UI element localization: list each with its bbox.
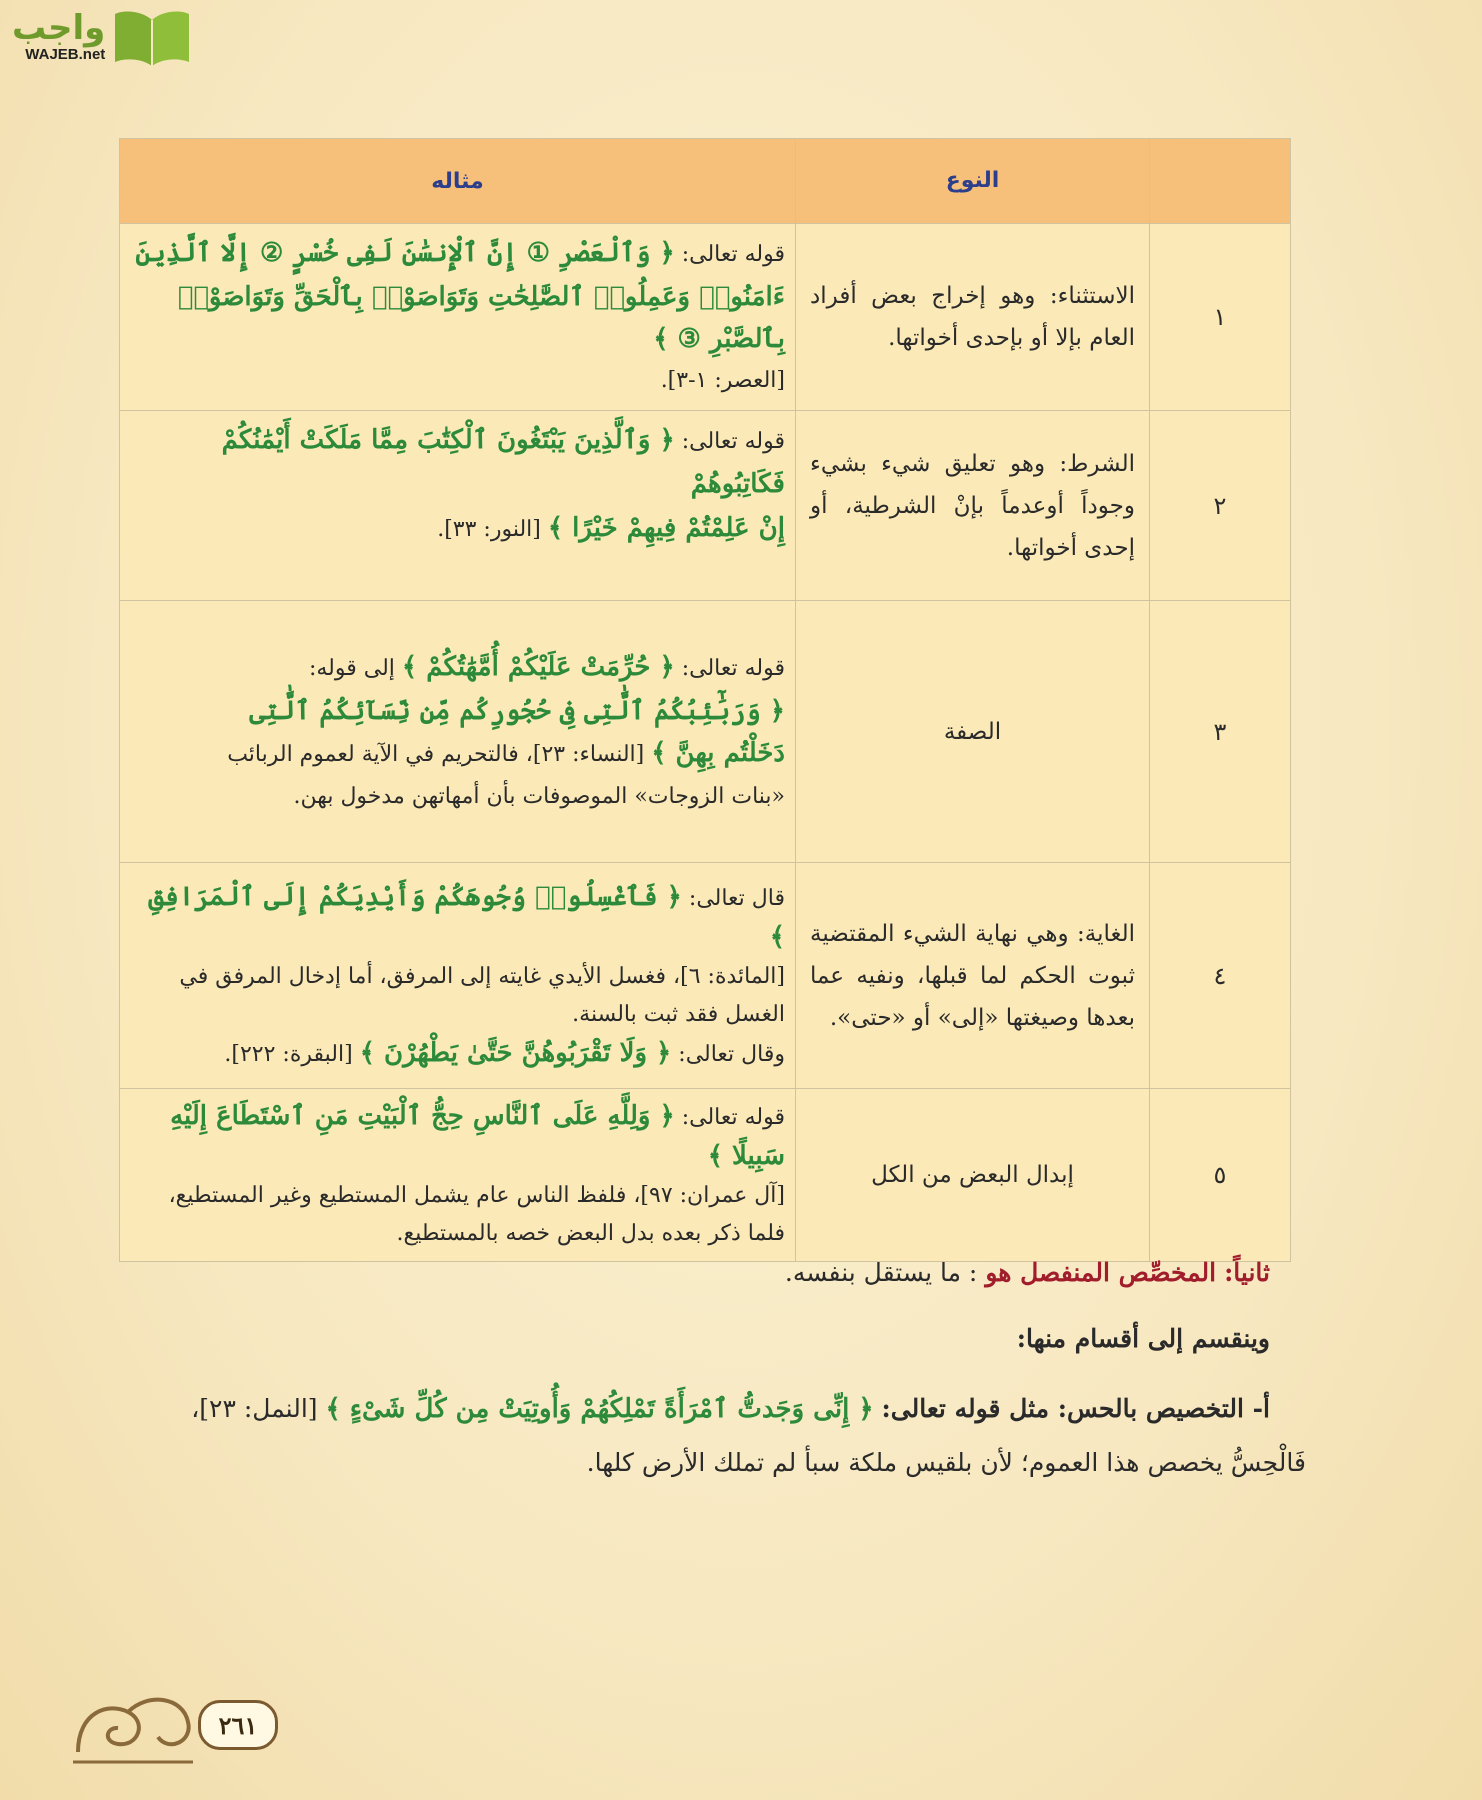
wajeb-logo[interactable] [12,6,191,66]
verse-reference: [المائدة: ٦]، فغسل الأيدي غايته إلى المرفق، أما إدخال المرفق في الغسل فقد ثبت بالسنة. [179,963,785,1027]
row-type: الصفة [796,601,1150,863]
quran-verse: ءَامَنُوا۟ وَعَمِلُوا۟ ٱلصَّٰلِحَٰتِ وَتَوَاصَوْا۟ بِٱلْحَقِّ وَتَوَاصَوْا۟ بِٱلصَّبْرِ ③ ﴾ [177,282,785,354]
table-row [120,224,1291,411]
quran-verse: دَخَلْتُم بِهِنَّ ﴾ [651,737,785,768]
row-example [120,863,796,1089]
book-icon [113,6,191,66]
row-type: الشرط: وهو تعليق شيء بشيء وجوداً أوعدماً بإنْ الشرطية، أو إحدى أخواتها. [796,411,1150,601]
logo-latin: WAJEB.net [25,45,106,63]
logo-arabic: واجب [12,7,106,48]
quran-verse: إِنْ عَلِمْتُمْ فِيهِمْ خَيْرًا ﴾ [547,513,785,543]
verse-reference: [النمل: ٢٣]، [191,1394,318,1423]
row-example [120,224,796,411]
example-intro: قوله تعالى: [681,242,785,267]
example-intro: قوله تعالى: [681,429,785,454]
quran-verse: ﴿ إِنِّى وَجَدتُّ ٱمْرَأَةً تَمْلِكُهُمْ وَأُوتِيَتْ مِن كُلِّ شَىْءٍ ﴾ [325,1394,874,1424]
separate-specifier-definition [785,1258,1270,1287]
table-row [120,411,1291,601]
quran-verse: ﴿ وَٱلْعَصْرِ ① إِنَّ ٱلْإِنسَٰنَ لَفِى خُسْرٍ ② إِلَّا ٱلَّذِينَ [135,238,675,268]
row-type: إبدال البعض من الكل [796,1089,1150,1262]
header-example: مثاله [120,139,796,224]
divides-heading: وينقسم إلى أقسام منها: [1016,1324,1270,1353]
logo-text [12,7,106,63]
quran-verse: ﴿ وَلَا تَقْرَبُوهُنَّ حَتَّىٰ يَطْهُرْنَ ﴾ [359,1037,672,1068]
verse-reference: [البقرة: ٢٢٢]. [224,1041,353,1067]
quran-verse: ﴿ وَلِلَّهِ عَلَى ٱلنَّاسِ حِجُّ ٱلْبَيْتِ مَنِ ٱسْتَطَاعَ إِلَيْهِ سَبِيلًا ﴾ [170,1101,785,1171]
section-definition: : ما يستقل بنفسه. [784,1258,978,1287]
row-type: الغاية: وهي نهاية الشيء المقتضية ثبوت الحكم لما قبلها، ونفيه عما بعدها وصيغتها «إلى» أو «حتى». [796,863,1150,1089]
row-type: الاستثناء: وهو إخراج بعض أفراد العام بإلا أو بإحدى أخواتها. [796,224,1150,411]
section-term: المخصِّص المنفصل هو [985,1258,1217,1287]
row-number: ٤ [1150,863,1291,1089]
row-example [120,411,796,601]
row-number: ٥ [1150,1089,1291,1262]
verse-reference: [النساء: ٢٣]، فالتحريم في الآية لعموم الربائب [227,741,645,767]
table-row [120,601,1291,863]
section-label: ثانياً: [1224,1258,1270,1287]
specification-types-table [119,138,1291,1262]
row-example [120,1089,796,1262]
table-row [120,863,1291,1089]
header-type: النوع [796,139,1150,224]
verse-reference: [النور: ٣٣]. [437,517,541,542]
example-note: «بنات الزوجات» الموصوفات بأن أمهاتهن مدخول بهن. [293,783,785,809]
item-a-sense [191,1394,1270,1424]
row-number: ٢ [1150,411,1291,601]
item-a-explanation: فَالْحِسُّ يخصص هذا العموم؛ لأن بلقيس ملكة سبأ لم تملك الأرض كلها. [586,1448,1306,1477]
quran-verse: ﴿ فَٱغْسِلُوا۟ وُجُوهَكُمْ وَأَيْدِيَكُمْ إِلَى ٱلْمَرَافِقِ ﴾ [148,881,785,952]
table-header-row [120,139,1291,224]
example-connector: إلى قوله: [308,655,395,681]
row-number: ١ [1150,224,1291,411]
ornament-icon [68,1682,198,1772]
example-intro: قال تعالى: [688,885,785,911]
verse-reference: [آل عمران: ٩٧]، فلفظ الناس عام يشمل المستطيع وغير المستطيع، فلما ذكر بعده بدل البعض خصه بالمستطيع. [168,1183,785,1246]
quran-verse: ﴿ وَرَبَٰٓئِبُكُمُ ٱلَّٰتِى فِى حُجُورِكُم مِّن نِّسَآئِكُمُ ٱلَّٰتِى [249,695,785,726]
item-a-label: أ- التخصيص بالحس: مثل قوله تعالى: [881,1394,1270,1423]
table-row [120,1089,1291,1262]
row-example [120,601,796,863]
example-intro: قوله تعالى: [681,1105,785,1130]
example-intro: وقال تعالى: [678,1041,785,1067]
page-number: ٢٦١ [198,1700,278,1750]
verse-reference: [العصر: ١-٣]. [660,368,785,393]
quran-verse: ﴿ حُرِّمَتْ عَلَيْكُمْ أُمَّهَٰتُكُمْ ﴾ [401,651,675,682]
example-intro: قوله تعالى: [681,655,785,681]
header-num [1150,139,1291,224]
row-number: ٣ [1150,601,1291,863]
quran-verse: ﴿ وَٱلَّذِينَ يَبْتَغُونَ ٱلْكِتَٰبَ مِمَّا مَلَكَتْ أَيْمَٰنُكُمْ فَكَاتِبُوهُمْ [221,425,785,499]
